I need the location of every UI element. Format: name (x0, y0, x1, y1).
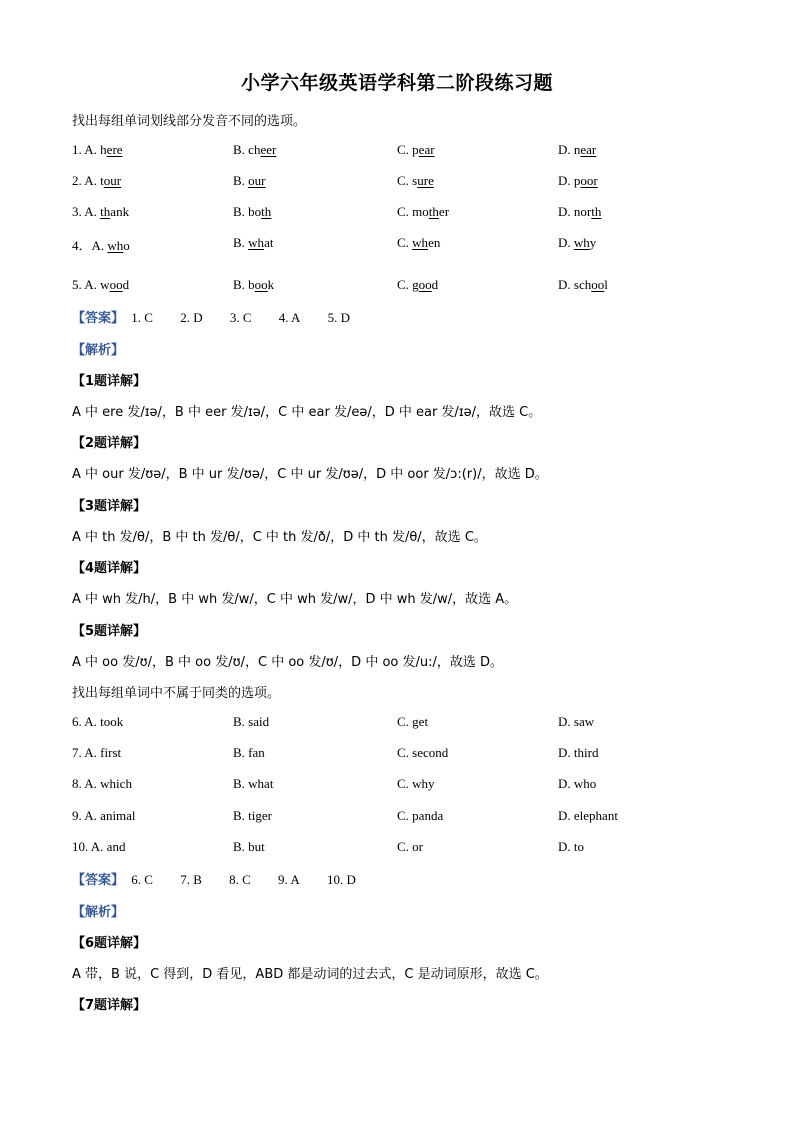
option-c: C. or (397, 839, 424, 854)
detail-heading: 【7题详解】 (72, 998, 147, 1013)
option-d: D. north (558, 204, 602, 219)
detail-heading: 【2题详解】 (72, 436, 147, 451)
option-c: C. pear (397, 142, 435, 157)
option-b: B. what (233, 776, 274, 791)
option-a: 10. A. and (72, 839, 126, 854)
option-b: B. our (233, 173, 266, 188)
option-c: C. why (397, 776, 435, 791)
option-b: B. what (233, 235, 274, 250)
question-row (0, 173, 794, 193)
option-d: D. elephant (558, 808, 618, 823)
option-b: B. tiger (233, 808, 272, 823)
analysis-heading: 【解析】 (72, 343, 125, 358)
option-d: D. saw (558, 714, 595, 729)
detail-text: A 中 th 发/θ/，B 中 th 发/θ/，C 中 th 发/ð/，D 中 th 发/θ/，故选 C。 (72, 530, 487, 545)
question-row (0, 277, 794, 297)
option-b: B. said (233, 714, 270, 729)
page-title: 小学六年级英语学科第二阶段练习题 (240, 72, 553, 94)
option-c: C. sure (397, 173, 434, 188)
detail-heading: 【4题详解】 (72, 561, 147, 576)
option-d: D. who (558, 776, 597, 791)
detail-text: A 中 our 发/ʊə/，B 中 ur 发/ʊə/，C 中 ur 发/ʊə/，D 中 oor 发/ɔ:(r)/，故选 D。 (72, 467, 548, 482)
option-d: D. poor (558, 173, 598, 188)
detail-text: A 中 ere 发/ɪə/，B 中 eer 发/ɪə/，C 中 ear 发/eə/，D 中 ear 发/ɪə/，故选 C。 (72, 405, 542, 420)
detail-text: A 中 oo 发/ʊ/，B 中 oo 发/ʊ/，C 中 oo 发/ʊ/，D 中 oo 发/u:/，故选 D。 (72, 655, 504, 670)
question-row (0, 745, 794, 765)
section1-instruction: 找出每组单词划线部分发音不同的选项。 (72, 114, 307, 129)
question-row (0, 839, 794, 859)
option-a: 9. A. animal (72, 808, 136, 823)
option-a: 4．A. who (72, 238, 130, 253)
section2-instruction: 找出每组单词中不属于同类的选项。 (72, 686, 281, 701)
detail-heading: 【1题详解】 (72, 374, 147, 389)
option-a: 1. A. here (72, 142, 123, 157)
question-row (0, 776, 794, 796)
question-row (0, 142, 794, 162)
question-row (0, 714, 794, 734)
answer-line: 【答案】 1. C 2. D 3. C 4. A 5. D (72, 310, 351, 326)
option-a: 5. A. wood (72, 277, 130, 292)
detail-text: A 中 wh 发/h/，B 中 wh 发/w/，C 中 wh 发/w/，D 中 wh 发/w/，故选 A。 (72, 592, 518, 607)
detail-heading: 【5题详解】 (72, 624, 147, 639)
option-b: B. but (233, 839, 265, 854)
option-c: C. mother (397, 204, 450, 219)
option-a: 2. A. tour (72, 173, 122, 188)
option-c: C. panda (397, 808, 444, 823)
answer-line: 【答案】 6. C 7. B 8. C 9. A 10. D (72, 872, 356, 888)
option-d: D. third (558, 745, 599, 760)
option-c: C. get (397, 714, 429, 729)
detail-heading: 【6题详解】 (72, 936, 147, 951)
option-d: D. why (558, 235, 597, 250)
detail-heading: 【3题详解】 (72, 499, 147, 514)
option-b: B. book (233, 277, 275, 292)
option-d: D. school (558, 277, 608, 292)
option-b: B. fan (233, 745, 265, 760)
option-a: 6. A. took (72, 714, 124, 729)
option-d: D. to (558, 839, 585, 854)
option-c: C. when (397, 235, 441, 250)
option-d: D. near (558, 142, 597, 157)
option-a: 7. A. first (72, 745, 122, 760)
detail-text: A 带，B 说，C 得到，D 看见，ABD 都是动词的过去式，C 是动词原形，故选 C。 (72, 967, 548, 982)
analysis-heading: 【解析】 (72, 905, 125, 920)
option-a: 8. A. which (72, 776, 132, 791)
option-b: B. cheer (233, 142, 277, 157)
question-row (0, 808, 794, 828)
option-a: 3. A. thank (72, 204, 130, 219)
question-row (0, 235, 794, 255)
question-row (0, 204, 794, 224)
option-c: C. second (397, 745, 449, 760)
option-b: B. both (233, 204, 272, 219)
option-c: C. good (397, 277, 439, 292)
